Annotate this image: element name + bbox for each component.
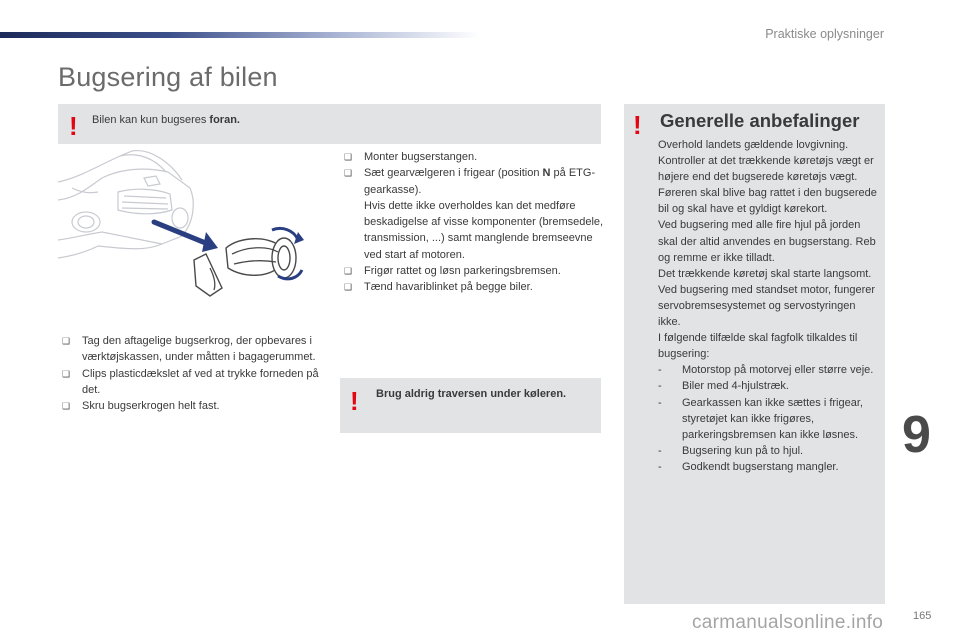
dash-bullet: - — [658, 396, 662, 409]
step-note — [342, 198, 604, 263]
list-item-text: Gearkassen kan ikke sættes i frigear, styretøjet kan ikke frigøres, parkeringsbremsen kan ikke løsnes. — [682, 396, 863, 441]
list-item-text: Motorstop på motorvej eller større veje. — [682, 364, 874, 377]
checkbox-bullet-icon: ❑ — [62, 401, 71, 412]
panel-paragraph: Overhold landets gældende lovgivning. — [658, 139, 849, 151]
step-note-text: Hvis dette ikke overholdes kan det medføre beskadigelse af visse komponenter (bremsedele, transmission, ...) samt manglende bremseevne ved start af motoren. — [364, 199, 604, 261]
header-accent-bar — [0, 32, 480, 38]
list-item — [658, 459, 878, 475]
car-tow-hook-illustration — [58, 148, 320, 310]
step-text: Tag den aftagelige bugserkrog, der opbevares i værktøjskassen, under måtten i bagagerummet. — [82, 335, 316, 364]
watermark: carmanualsonline.info — [692, 612, 884, 633]
step-item — [342, 279, 604, 295]
checkbox-bullet-icon: ❑ — [344, 168, 353, 179]
dash-bullet: - — [658, 444, 662, 457]
page-number: 165 — [913, 610, 932, 622]
dash-bullet: - — [658, 364, 662, 377]
step-item — [60, 366, 322, 399]
checkbox-bullet-icon: ❑ — [344, 266, 353, 277]
checkbox-bullet-icon: ❑ — [344, 282, 353, 293]
list-item-text: Biler med 4-hjulstræk. — [682, 380, 789, 393]
step-text: Clips plasticdækslet af ved at trykke forneden på det. — [82, 367, 319, 396]
list-item-text: Godkendt bugserstang mangler. — [682, 460, 839, 473]
steps-list-right — [342, 149, 604, 296]
list-item-text: Bugsering kun på to hjul. — [682, 444, 804, 457]
step-item — [60, 398, 322, 414]
professional-cases-list — [658, 362, 878, 475]
page-title: Bugsering af bilen — [58, 62, 278, 92]
step-item — [342, 149, 604, 165]
list-item — [658, 395, 878, 443]
general-recommendations-panel — [624, 104, 885, 604]
warning-icon: ! — [350, 386, 359, 416]
warning-icon: ! — [69, 111, 78, 141]
list-item — [658, 362, 878, 378]
warning-icon: ! — [633, 110, 642, 140]
list-item — [658, 443, 878, 459]
step-item — [342, 263, 604, 279]
steps-list-left — [60, 333, 322, 414]
step-text: Frigør rattet og løsn parkeringsbremsen. — [364, 265, 561, 278]
step-text: på ETG-gearkasse). — [364, 167, 596, 196]
step-item — [342, 165, 604, 198]
section-header: Praktiske oplysninger — [765, 27, 884, 41]
panel-paragraph: I følgende tilfælde skal fagfolk tilkaldes til bugsering: — [658, 332, 858, 361]
gear-position-label: N — [542, 167, 551, 180]
warning-box-radiator — [340, 378, 601, 433]
panel-title: Generelle anbefalinger — [660, 110, 860, 131]
checkbox-bullet-icon: ❑ — [62, 368, 71, 379]
chapter-number: 9 — [902, 406, 931, 464]
list-item — [658, 378, 878, 394]
warning-text-main: Bilen kan kun bugseres — [92, 114, 210, 126]
step-text: Sæt gearvælgeren i frigear (position — [364, 167, 543, 180]
warning-text-emphasis: foran. — [209, 114, 240, 126]
dash-bullet: - — [658, 460, 662, 473]
step-text: Tænd havariblinket på begge biler. — [364, 281, 533, 294]
panel-paragraph: Kontroller at det trækkende køretøjs vægt er højere end det bugserede køretøjs vægt. — [658, 155, 874, 184]
panel-paragraph: Ved bugsering med alle fire hjul på jorden skal der altid anvendes en bugserstang. Reb og remme er ikke tilladt. — [658, 219, 876, 264]
panel-paragraph: Det trækkende køretøj skal starte langsomt. — [658, 267, 872, 280]
checkbox-bullet-icon: ❑ — [344, 152, 353, 162]
warning-text: Brug aldrig traversen under køleren. — [376, 388, 567, 400]
step-text: Monter bugserstangen. — [364, 151, 478, 163]
warning-box-front-only — [58, 104, 601, 144]
checkbox-bullet-icon: ❑ — [62, 336, 71, 346]
dash-bullet: - — [658, 380, 662, 393]
panel-body — [658, 137, 878, 475]
panel-paragraph: Ved bugsering med standset motor, fungerer servobremsesystemet og servostyringen ikke. — [658, 283, 876, 329]
warning-text — [92, 114, 240, 126]
step-text: Skru bugserkrogen helt fast. — [82, 400, 220, 413]
step-item — [60, 333, 322, 366]
panel-paragraph: Føreren skal blive bag rattet i den bugserede bil og skal have et gyldigt kørekort. — [658, 187, 877, 216]
